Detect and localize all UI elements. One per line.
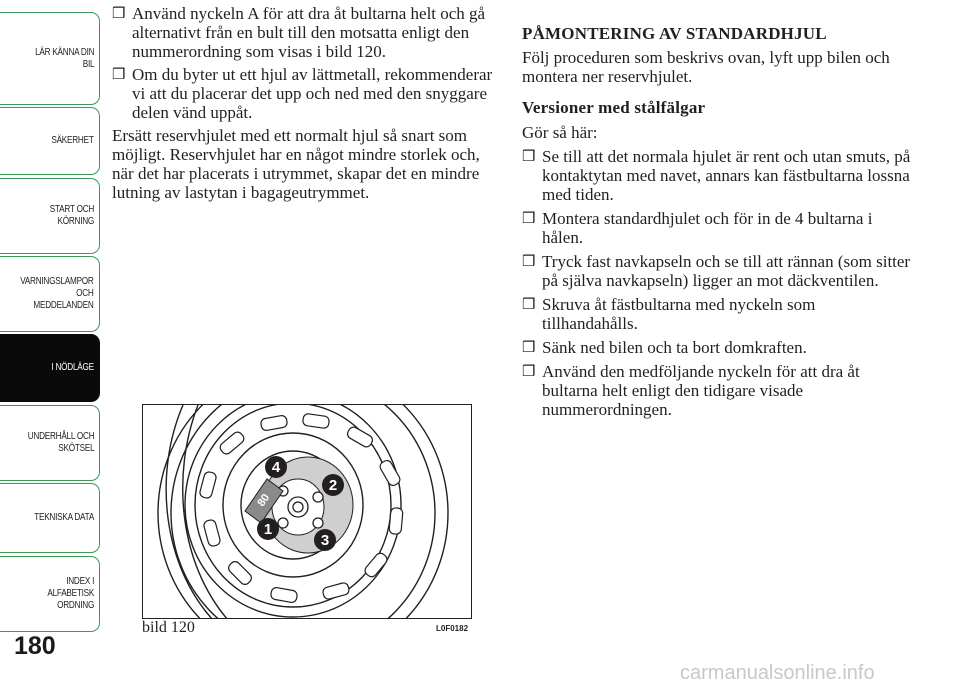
tab-underhall-och-skotsel[interactable] [0, 405, 100, 481]
bolt-label-2: 2 [328, 477, 338, 494]
checkbox-bullet-icon: ❒ [522, 362, 536, 380]
tab-label: START OCH KÖRNING [49, 204, 95, 227]
list-item-text: Tryck fast navkapseln och se till att rännan (som sitter på själva navkapseln) ligger an mot däckventilen. [542, 252, 911, 290]
checkbox-bullet-icon: ❒ [522, 252, 536, 270]
arrow-label: 80 [255, 491, 273, 509]
list-item [112, 4, 496, 61]
paragraph: Följ proceduren som beskrivs ovan, lyft upp bilen och montera ner reservhjulet. [522, 48, 890, 86]
tab-label: LÄR KÄNNA DIN BIL [34, 46, 95, 70]
tab-label: INDEX I ALFABETISK ORDNING [47, 576, 95, 611]
checkbox-bullet-icon: ❒ [112, 4, 126, 22]
checkbox-bullet-icon: ❒ [522, 338, 536, 356]
tab-label: VARNINGSLAMPOR OCH MEDDELANDEN [20, 276, 95, 311]
list-item [112, 65, 496, 122]
tab-start-och-korning[interactable] [0, 178, 100, 254]
tab-i-nodlage[interactable] [0, 334, 100, 402]
list-item [522, 252, 914, 290]
list-item [522, 362, 914, 419]
checkbox-bullet-icon: ❒ [112, 65, 126, 83]
checkbox-bullet-icon: ❒ [522, 209, 536, 227]
paragraph: Gör så här: [522, 123, 598, 142]
list-item-text: Se till att det normala hjulet är rent och utan smuts, på kontaktytan med navet, annars kan fästbultarna lossna med tiden. [542, 147, 911, 204]
tab-tekniska-data[interactable] [0, 483, 100, 553]
bolt-label-1: 1 [263, 521, 273, 538]
checkbox-bullet-icon: ❒ [522, 295, 536, 313]
subheading: Versioner med stålfälgar [522, 98, 706, 117]
tab-lar-kanna-din-bil[interactable] [0, 12, 100, 105]
list-item [522, 338, 914, 357]
left-column [112, 4, 496, 202]
list-item [522, 147, 914, 204]
paragraph: Ersätt reservhjulet med ett normalt hjul så snart som möjligt. Reservhjulet har en något mindre storlek och, när det har placerats i utrymmet, skapar det en mindre lutning av lastytan i bagageutrymmet. [112, 126, 480, 202]
tab-index[interactable] [0, 556, 100, 632]
tab-sakerhet[interactable] [0, 107, 100, 175]
figure-code: L0F0182 [436, 624, 469, 633]
page-number: 180 [14, 632, 56, 660]
bolt-label-4: 4 [271, 459, 281, 476]
checkbox-bullet-icon: ❒ [522, 147, 536, 165]
list-item-text: Använd nyckeln A för att dra åt bultarna helt och gå alternativt från en bult till den motsatta enligt den nummerordning som visas i bild 120. [132, 4, 486, 61]
wheel-illustration [143, 405, 472, 619]
wheel-figure [142, 404, 472, 619]
right-column [522, 24, 914, 419]
list-item-text: Sänk ned bilen och ta bort domkraften. [542, 338, 807, 357]
section-heading: PÅMONTERING AV STANDARDHJUL [522, 24, 827, 43]
list-item-text: Om du byter ut ett hjul av lättmetall, rekommenderar vi att du placerar det upp och ned med den snyggare delen vänd uppåt. [132, 65, 493, 122]
list-item [522, 295, 914, 333]
list-item-text: Montera standardhjulet och för in de 4 bultarna i hålen. [542, 209, 873, 247]
list-item-text: Skruva åt fästbultarna med nyckeln som tillhandahålls. [542, 295, 816, 333]
tab-label: TEKNISKA DATA [34, 512, 95, 523]
tab-label: SÄKERHET [51, 135, 95, 146]
figure-caption: bild 120 [142, 619, 195, 636]
tab-label: UNDERHÅLL OCH SKÖTSEL [27, 431, 95, 454]
list-item-text: Använd den medföljande nyckeln för att dra åt bultarna helt enligt den tidigare visade nummerordningen. [542, 362, 860, 419]
tab-varningslampor[interactable] [0, 256, 100, 332]
bolt-label-3: 3 [320, 532, 330, 549]
list-item [522, 209, 914, 247]
tab-label: I NÖDLÄGE [51, 362, 95, 373]
watermark: carmanualsonline.info [680, 662, 875, 684]
